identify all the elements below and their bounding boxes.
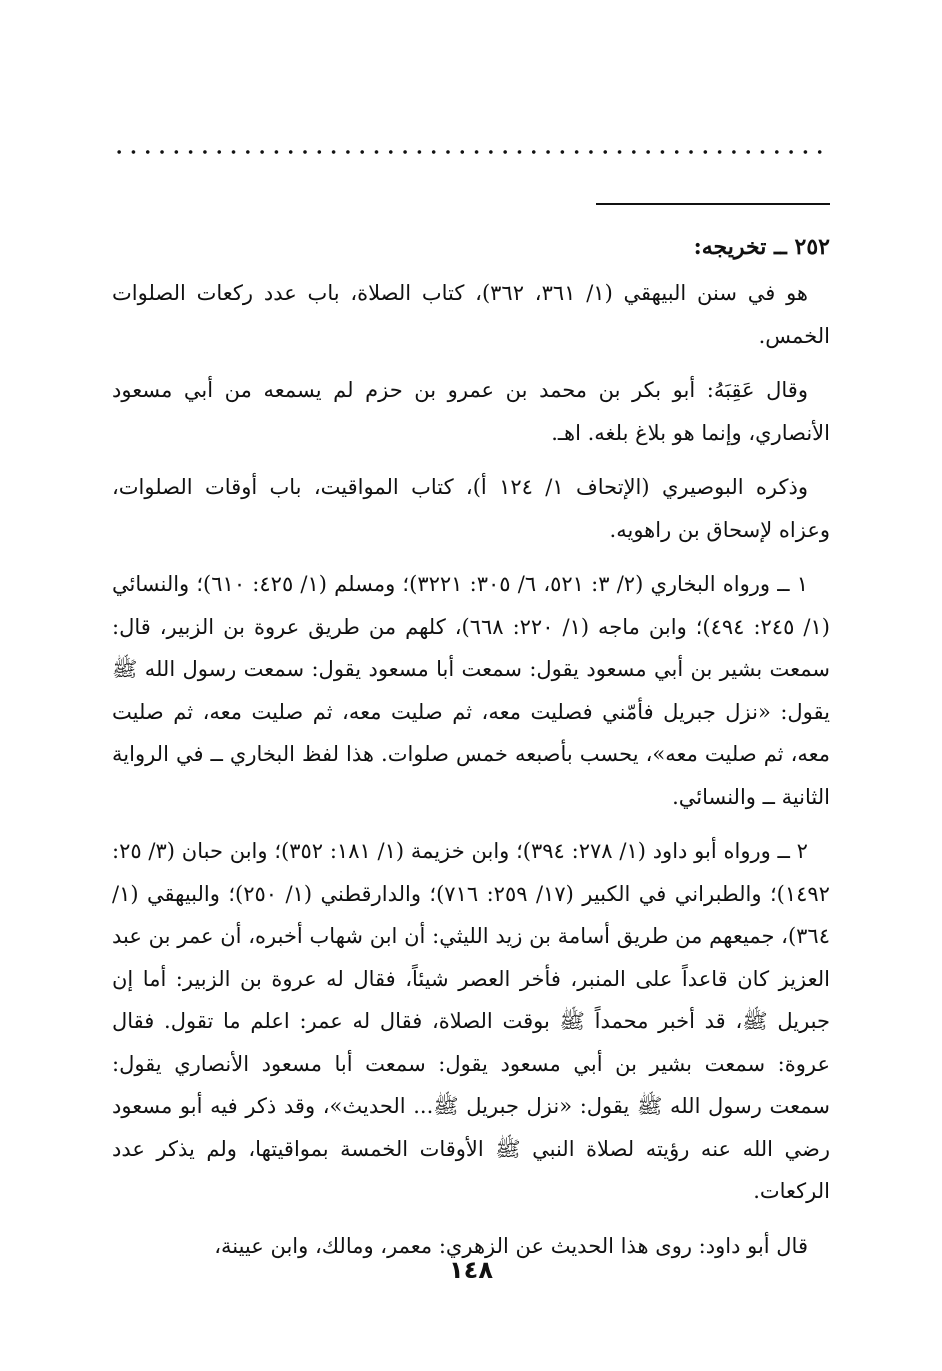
paragraph-bayhaqi-comment: وقال عَقِبَهُ: أبو بكر بن محمد بن عمرو بن حزم لم يسمعه من أبي مسعود الأنصاري، وإنما هو بلاغ بلغه. اهـ. xyxy=(112,378,830,445)
main-text xyxy=(112,226,830,1279)
paragraph-source: هو في سنن البيهقي (١/ ٣٦١، ٣٦٢)، كتاب الصلاة، باب عدد ركعات الصلوات الخمس. xyxy=(112,281,830,348)
paragraph-abu-dawud-narration: ٢ ــ ورواه أبو داود (١/ ٢٧٨: ٣٩٤)؛ وابن خزيمة (١/ ١٨١: ٣٥٢)؛ وابن حبان (٣/ ٢٥: ١٤٩٢)؛ والطبراني في الكبير (١٧/ ٢٥٩: ٧١٦)؛ والدارقطني (١/ ٢٥٠)؛ والبيهقي (١/ ٣٦٤)، جميعهم من طريق أسامة بن زيد الليثي: أن ابن شهاب أخبره، أن عمر بن عبد العزيز كان قاعداً على المنبر، فأخر العصر شيئاً، فقال له عروة بن الزبير: أما إن جبريل ﷺ، قد أخبر محمداً ﷺ بوقت الصلاة، فقال له عمر: اعلم ما تقول. فقال عروة: سمعت بشير بن أبي مسعود يقول: سمعت أبا مسعود الأنصاري يقول: سمعت رسول الله ﷺ يقول: «نزل جبريل ﷺ... الحديث»، وقد ذكر فيه أبو مسعود رضي الله عنه رؤيته لصلاة النبي ﷺ الأوقات الخمسة بمواقيتها، ولم يذكر عدد الركعات. xyxy=(112,839,830,1203)
page-number: ١٤٨ xyxy=(449,1256,493,1284)
paragraph-busiri: وذكره البوصيري (الإتحاف ١/ ١٢٤ أ)، كتاب المواقيت، باب أوقات الصلوات، وعزاه لإسحاق بن راهويه. xyxy=(112,475,830,542)
section-heading: ٢٥٢ ــ تخريجه: xyxy=(693,234,830,260)
paragraph-abu-dawud-comment: قال أبو داود: روى هذا الحديث عن الزهري: معمر، ومالك، وابن عيينة، xyxy=(214,1233,808,1258)
section-separator-line xyxy=(596,203,830,205)
paragraph-bukhari-narration: ١ ــ ورواه البخاري (٢/ ٣: ٥٢١، ٦/ ٣٠٥: ٣٢٢١)؛ ومسلم (١/ ٤٢٥: ٦١٠)؛ والنسائي (١/ ٢٤٥: ٤٩٤)؛ وابن ماجه (١/ ٢٢٠: ٦٦٨)، كلهم من طريق عروة بن الزبير، قال: سمعت بشير بن أبي مسعود يقول: سمعت أبا مسعود يقول: سمعت رسول الله ﷺ يقول: «نزل جبريل فأمّني فصليت معه، ثم صليت معه، ثم صليت معه، ثم صليت معه، ثم صليت معه»، يحسب بأصبعه خمس صلوات. هذا لفظ البخاري ــ في الرواية الثانية ــ والنسائي. xyxy=(112,572,830,809)
dotted-divider xyxy=(112,148,826,156)
